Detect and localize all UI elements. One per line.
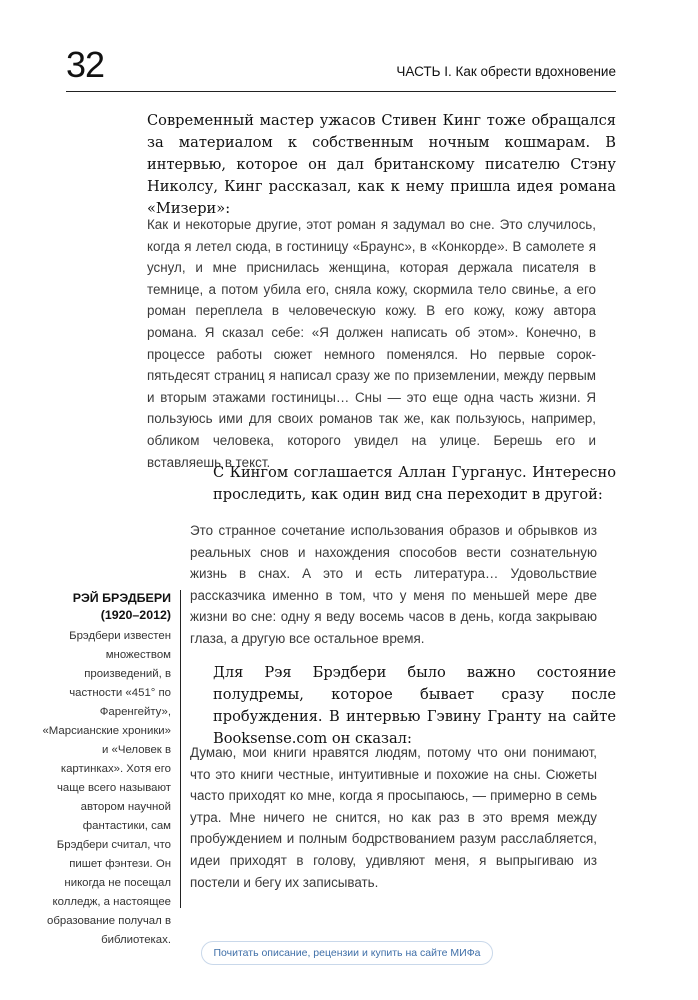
- page-number: 32: [66, 44, 105, 85]
- buy-link-label: Почитать описание, рецензии и купить на сайте МИФа: [213, 947, 481, 959]
- quote-king: Как и некоторые другие, этот роман я задумал во сне. Это случилось, когда я летел сюда, в гостиницу «Браунс», в «Конкорде». В самолете я уснул, и мне приснилась женщина, которая держала писателя в темнице, а потом убила его, сняла кожу, скормила тело свинье, а его роман переплела в человеческую кожу. В его кожу, кожу автора романа. Я сказал себе: «Я должен написать об этом». Конечно, в процессе работы сюжет немного поменялся. Но первые сорок-пятьдесят страниц я написал сразу же по приземлении, между первым и вторым этажами гостиницы… Сны — это еще одна часть жизни. Я пользуюсь ими для своих романов так же, как пользуюсь, например, обликом человека, которого увидел на улице. Берешь его и вставляешь в текст.: [147, 217, 596, 470]
- running-title: ЧАСТЬ I. Как обрести вдохновение: [396, 64, 616, 79]
- lead-paragraph-king: Современный мастер ужасов Стивен Кинг тоже обращался за материалом к собственным ночным кошмарам. В интервью, которое он дал британскому писателю Стэну Николсу, Кинг рассказал, как к нему пришла идея романа «Мизери»:: [147, 112, 616, 217]
- buy-link-button[interactable]: [201, 941, 493, 965]
- sidebar-bio-box: [40, 590, 171, 950]
- quote-gurganus: Это странное сочетание использования образов и обрывков из реальных снов и нахождения способов вести сознательную жизнь в снах. А это и есть литература… Удовольствие рассказчика именно в том, что у меня по меньшей мере две жизни во сне: одну я веду восемь часов в день, когда закрываю глаза, а другую все остальное время.: [190, 523, 597, 646]
- quote-bradbury: Думаю, мои книги нравятся людям, потому что они понимают, что это книги честные, интуитивные и похожие на сны. Сюжеты часто приходят ко мне, когда я просыпаюсь, — примерно в семь утра. Мне ничего не снится, но как раз в это время между пробуждением и полным бодрствованием разум расслабляется, идеи приходят в голову, удивляют меня, я выпрыгиваю из постели и бегу их записывать.: [190, 745, 597, 890]
- lead-paragraph-bradbury: Для Рэя Брэдбери было важно состояние полудремы, которое бывает сразу после пробуждения. В интервью Гэвину Гранту на сайте Booksense.com он сказал:: [213, 664, 616, 747]
- sidebar-divider: [180, 590, 181, 908]
- sidebar-years: (1920–2012): [100, 608, 171, 622]
- lead-paragraph-gurganus: С Кингом соглашается Аллан Гурганус. Интересно проследить, как один вид сна переходит в другой:: [213, 464, 616, 503]
- header-rule: [66, 91, 616, 92]
- sidebar-bio-text: Брэдбери известен множеством произведений, в частности «451° по Фаренгейту», «Марсианские хроники» и «Человек в картинках». Хотя его чаще всего называют автором научной фантастики, сам Брэдбери считал, что пишет фэнтези. Он никогда не посещал колледж, а настоящее образование получал в библиотеках.: [42, 630, 171, 946]
- sidebar-name: РЭЙ БРЭДБЕРИ: [72, 591, 171, 605]
